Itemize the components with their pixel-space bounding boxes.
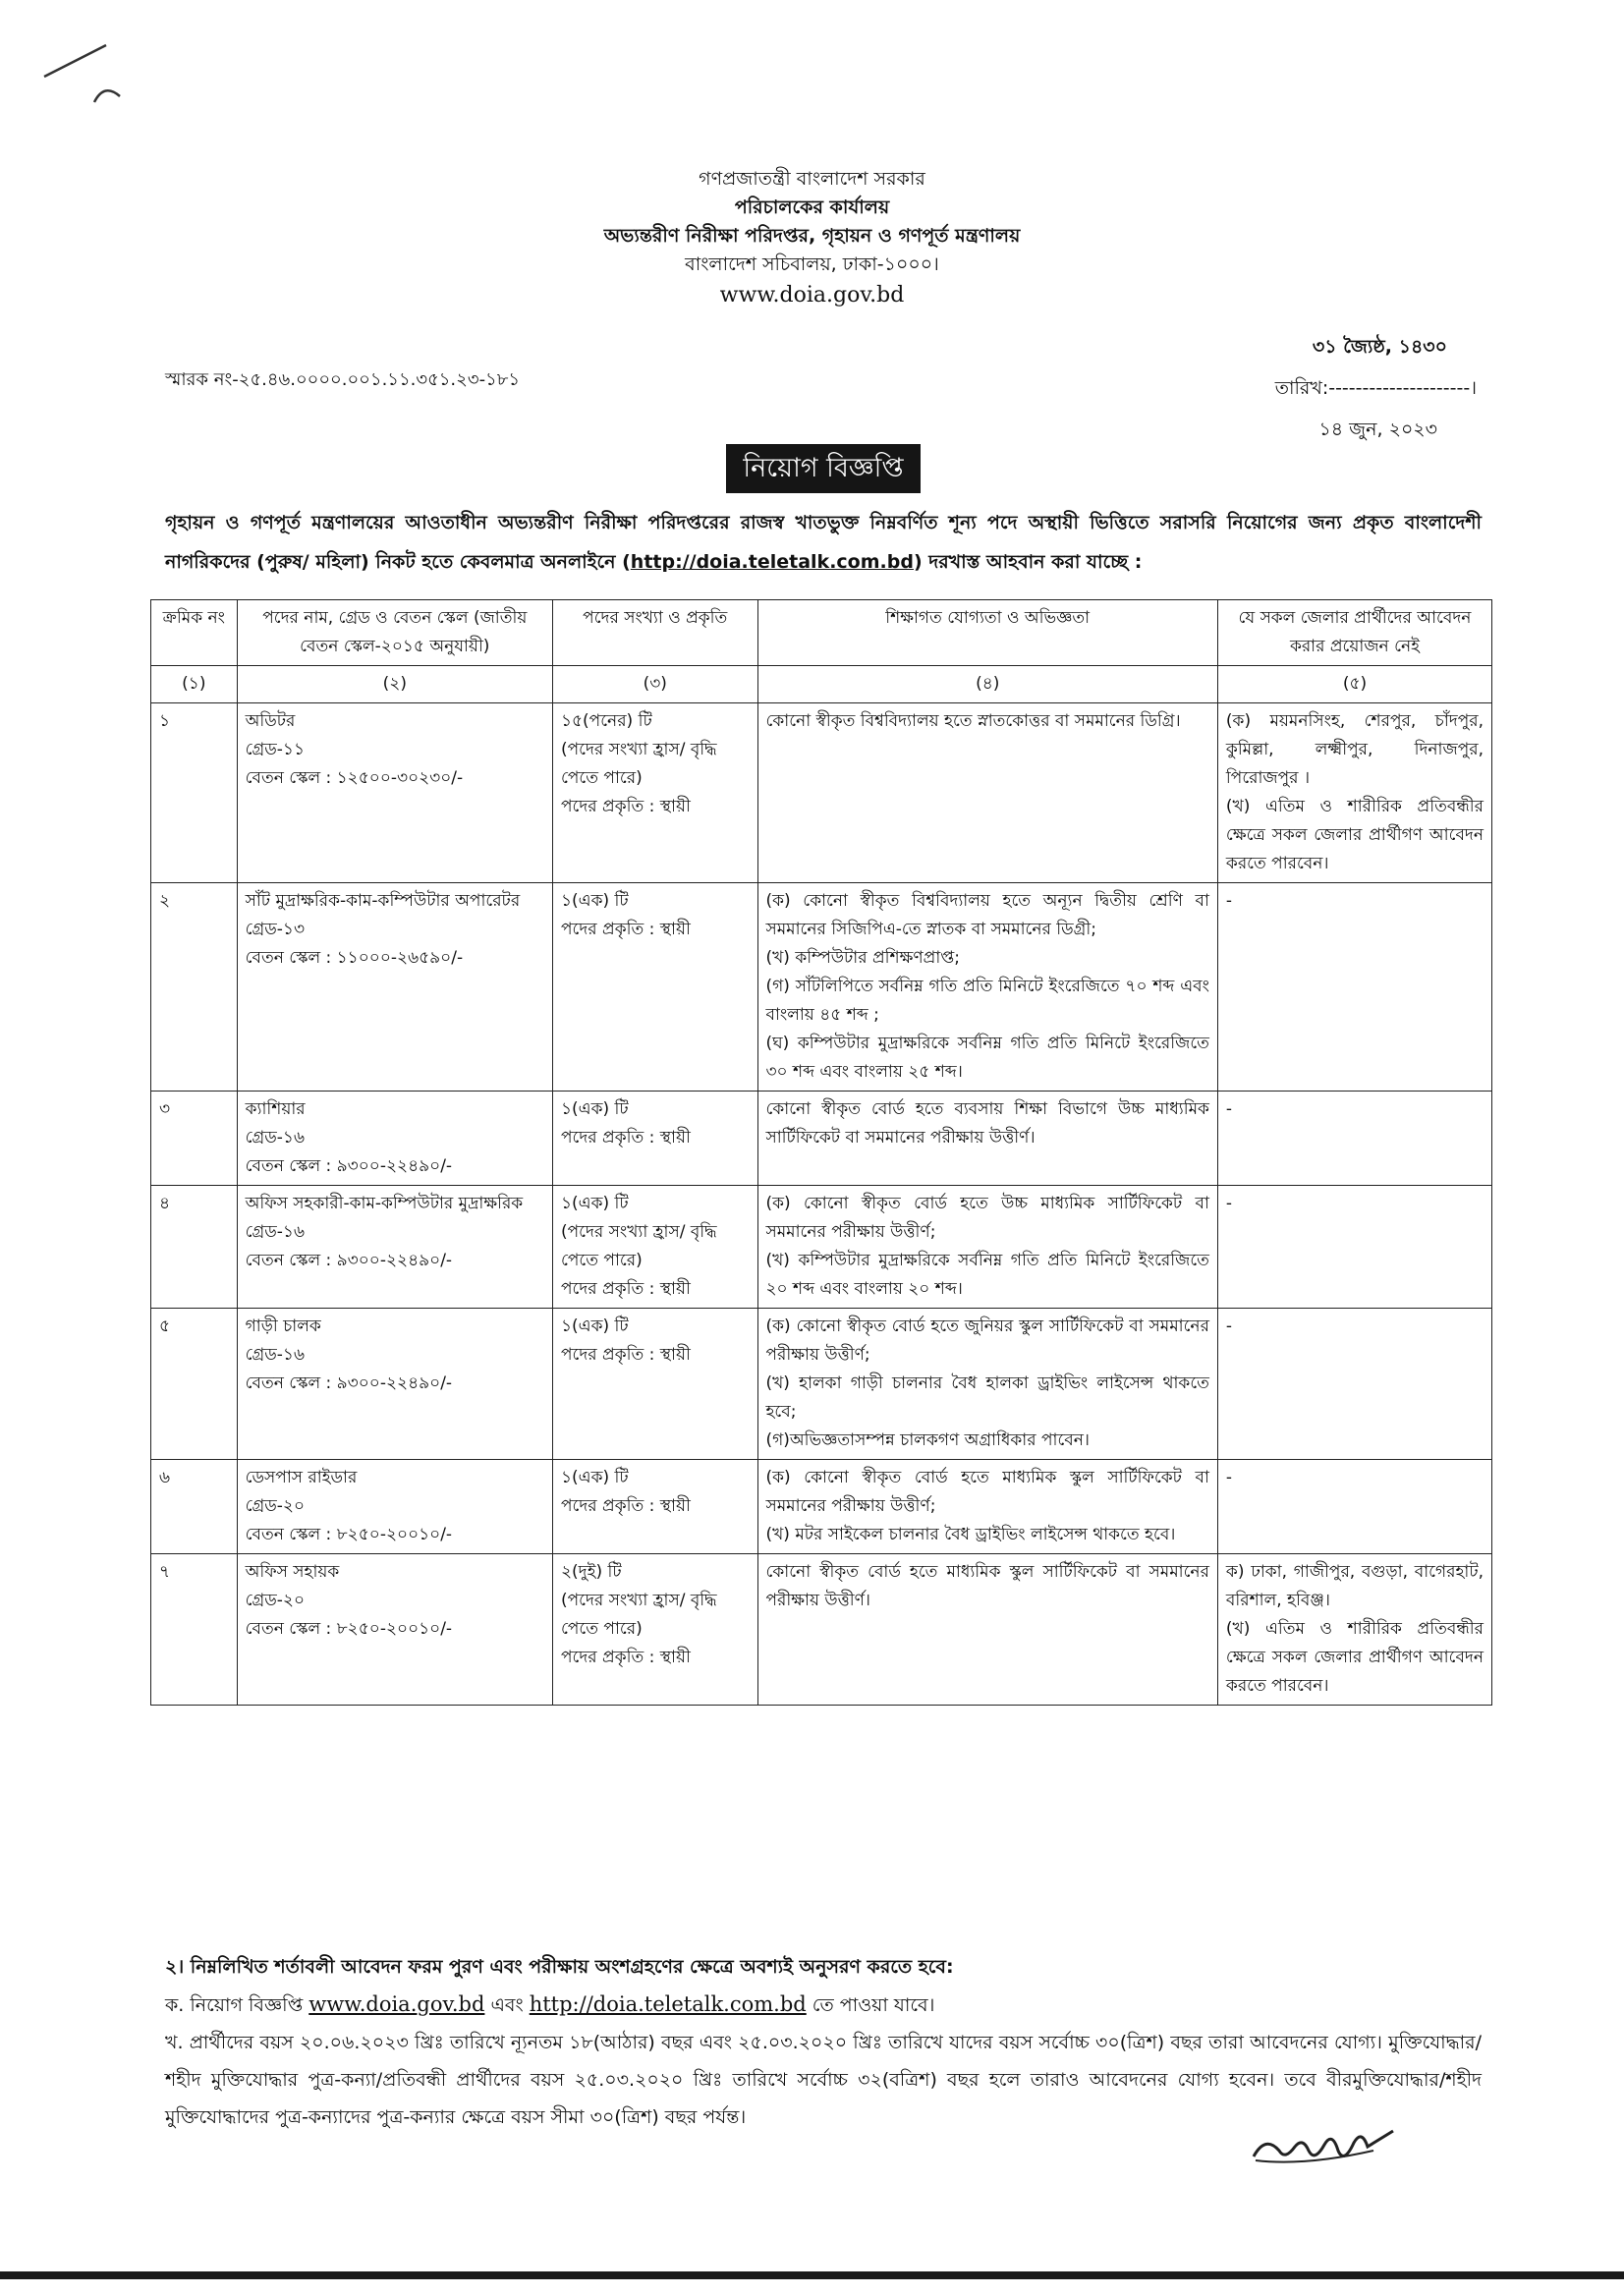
cell-qualification <box>757 1309 1217 1460</box>
cell-count <box>552 1092 757 1186</box>
pen-mark-icon <box>39 39 128 108</box>
cell-count-line: পদের প্রকৃতি : স্থায়ী <box>560 1648 691 1667</box>
signature-icon <box>1246 2117 1403 2176</box>
page-title: নিয়োগ বিজ্ঞপ্তি <box>726 444 921 493</box>
cell-count <box>552 1460 757 1554</box>
cell-post-line: বেতন স্কেল : ৯৩০০-২২৪৯০/- <box>245 1251 453 1270</box>
cell-post-line: বেতন স্কেল : ১১০০০-২৬৫৯০/- <box>245 948 464 968</box>
table-row <box>151 1554 1492 1706</box>
cell-count-line: ১(এক) টি <box>560 1194 629 1213</box>
cell-post <box>237 1460 552 1554</box>
cell-count <box>552 703 757 883</box>
header-serial: ক্রমিক নং <box>151 600 238 666</box>
cell-count <box>552 883 757 1092</box>
cell-count <box>552 1554 757 1706</box>
cell-count <box>552 1186 757 1309</box>
table-row <box>151 1186 1492 1309</box>
office-address: বাংলাদেশ সচিবালয়, ঢাকা-১০০০। <box>685 253 939 275</box>
cell-qualification-line: (ক) কোনো স্বীকৃত বোর্ড হতে জুনিয়র স্কুল সার্টিফিকেট বা সমমানের পরীক্ষায় উত্তীর্ণ; <box>765 1316 1209 1365</box>
cell-post <box>237 1092 552 1186</box>
cell-count-line: (পদের সংখ্যা হ্রাস/ বৃদ্ধি পেতে পারে) <box>560 1222 717 1270</box>
cell-qualification-line: (ক) কোনো স্বীকৃত বোর্ড হতে উচ্চ মাধ্যমিক সার্টিফিকেট বা সমমানের পরীক্ষায় উত্তীর্ণ; <box>765 1194 1209 1242</box>
cell-count-line: পদের প্রকৃতি : স্থায়ী <box>560 797 691 816</box>
cell-post-line: বেতন স্কেল : ১২৫০০-৩০২৩০/- <box>245 768 464 788</box>
cell-excluded-districts-line: - <box>1225 1099 1233 1119</box>
cell-post-line: বেতন স্কেল : ৯৩০০-২২৪৯০/- <box>245 1373 453 1393</box>
cell-post-line: অফিস সহায়ক <box>245 1562 340 1582</box>
cell-post <box>237 703 552 883</box>
cell-serial: ২ <box>151 883 238 1092</box>
cell-post-line: অফিস সহকারী-কাম-কম্পিউটার মুদ্রাক্ষরিক <box>245 1194 524 1213</box>
cell-qualification <box>757 1460 1217 1554</box>
cell-excluded-districts-line: - <box>1225 1468 1233 1487</box>
cell-qualification-line: (খ) হালকা গাড়ী চালনার বৈধ হালকা ড্রাইভিং লাইসেন্স থাকতে হবে; <box>765 1373 1209 1422</box>
column-number: (৩) <box>552 666 757 703</box>
cell-qualification-line: কোনো স্বীকৃত বোর্ড হতে মাধ্যমিক স্কুল সার্টিফিকেট বা সমমানের পরীক্ষায় উত্তীর্ণ। <box>765 1562 1209 1610</box>
condition-ka-mid: এবং <box>484 1994 530 2016</box>
column-number: (৫) <box>1217 666 1491 703</box>
cell-count-line: ১(এক) টি <box>560 1099 629 1119</box>
cell-qualification-line: কোনো স্বীকৃত বিশ্ববিদ্যালয় হতে স্নাতকোত্তর বা সমমানের ডিগ্রি। <box>765 711 1181 731</box>
cell-qualification <box>757 1554 1217 1706</box>
cell-count-line: ১(এক) টি <box>560 891 629 911</box>
cell-qualification-line: (গ)অভিজ্ঞতাসম্পন্ন চালকগণ অগ্রাধিকার পাবেন। <box>765 1430 1090 1450</box>
cell-post-line: অডিটর <box>245 711 296 731</box>
header-post: পদের নাম, গ্রেড ও বেতন স্কেল (জাতীয় বেতন স্কেল-২০১৫ অনুযায়ী) <box>237 600 552 666</box>
conditions-heading: ২। নিম্নলিখিত শর্তাবলী আবেদন ফরম পুরণ এবং পরীক্ষায় অংশগ্রহণের ক্ষেত্রে অবশ্যই অনুসরণ করতে হবে: <box>165 1956 954 1978</box>
cell-qualification-line: (ক) কোনো স্বীকৃত বোর্ড হতে মাধ্যমিক স্কুল সার্টিফিকেট বা সমমানের পরীক্ষায় উত্তীর্ণ; <box>765 1468 1209 1516</box>
cell-post-line: ডেসপাস রাইডার <box>245 1468 358 1487</box>
cell-post-line: বেতন স্কেল : ৮২৫০-২০০১০/- <box>245 1619 453 1639</box>
date-label: তারিখ:---------------------। <box>1274 377 1477 399</box>
teletalk-website-link[interactable]: http://doia.teletalk.com.bd <box>529 1992 807 2016</box>
cell-post-line: গ্রেড-১১ <box>245 740 305 759</box>
cell-qualification-line: (ক) কোনো স্বীকৃত বিশ্ববিদ্যালয় হতে অন্যূন দ্বিতীয় শ্রেণি বা সমমানের সিজিপিএ-তে স্নাতক বা সমমানের ডিগ্রী; <box>765 891 1209 939</box>
scan-edge-line <box>0 2271 1624 2279</box>
cell-serial: ১ <box>151 703 238 883</box>
table-body <box>151 703 1492 1706</box>
cell-excluded-districts-line: ক) ঢাকা, গাজীপুর, বগুড়া, বাগেরহাট, বরিশাল, হবিঞ্জ। <box>1225 1562 1484 1610</box>
cell-count-line: (পদের সংখ্যা হ্রাস/ বৃদ্ধি পেতে পারে) <box>560 1591 717 1639</box>
cell-post-line: ক্যাশিয়ার <box>245 1099 306 1119</box>
table-row <box>151 1460 1492 1554</box>
header-excluded-districts: যে সকল জেলার প্রার্থীদের আবেদন করার প্রয়োজন নেই <box>1217 600 1491 666</box>
cell-count-line: পদের প্রকৃতি : স্থায়ী <box>560 1345 691 1365</box>
date-block <box>1202 326 1477 450</box>
cell-count <box>552 1309 757 1460</box>
cell-count-line: পদের প্রকৃতি : স্থায়ী <box>560 1279 691 1299</box>
cell-excluded-districts-line: (খ) এতিম ও শারীরিক প্রতিবন্ধীর ক্ষেত্রে সকল জেলার প্রার্থীগণ আবেদন করতে পারবেন। <box>1225 1619 1484 1696</box>
cell-post-line: বেতন স্কেল : ৮২৫০-২০০১০/- <box>245 1525 453 1544</box>
cell-qualification-line: কোনো স্বীকৃত বোর্ড হতে ব্যবসায় শিক্ষা বিভাগে উচ্চ মাধ্যমিক সার্টিফিকেট বা সমমানের পরীক্ষায় উত্তীর্ণ। <box>765 1099 1209 1148</box>
conditions-section <box>165 1948 1482 2136</box>
memo-number: স্মারক নং-২৫.৪৬.০০০০.০০১.১১.৩৫১.২৩-১৮১ <box>165 369 521 390</box>
cell-post-line: সাঁট মুদ্রাক্ষরিক-কাম-কম্পিউটার অপারেটর <box>245 891 521 911</box>
cell-serial: ৬ <box>151 1460 238 1554</box>
table-row <box>151 1092 1492 1186</box>
cell-excluded-districts-line: (খ) এতিম ও শারীরিক প্রতিবন্ধীর ক্ষেত্রে সকল জেলার প্রার্থীগণ আবেদন করতে পারবেন। <box>1225 797 1484 873</box>
condition-ka-suffix: তে পাওয়া যাবে। <box>806 1994 935 2016</box>
cell-excluded-districts <box>1217 1554 1491 1706</box>
cell-qualification <box>757 883 1217 1092</box>
cell-qualification-line: (খ) কম্পিউটার প্রশিক্ষণপ্রাপ্ত; <box>765 948 960 968</box>
office-name: পরিচালকের কার্যালয় <box>734 196 890 218</box>
cell-count-line: ১(এক) টি <box>560 1468 629 1487</box>
table-row <box>151 1309 1492 1460</box>
cell-count-line: ১৫(পনের) টি <box>560 711 652 731</box>
cell-qualification-line: (ঘ) কম্পিউটার মুদ্রাক্ষরিকে সর্বনিম্ন গতি প্রতি মিনিটে ইংরেজিতে ৩০ শব্দ এবং বাংলায় ২৫ শব্দ। <box>765 1034 1209 1082</box>
date-english: ১৪ জুন, ২০২৩ <box>1318 419 1437 440</box>
date-bangla: ৩১ জ্যৈষ্ঠ, ১৪৩০ <box>1312 336 1447 358</box>
cell-excluded-districts-line: - <box>1225 1194 1233 1213</box>
cell-count-line: ২(দুই) টি <box>560 1562 622 1582</box>
cell-excluded-districts <box>1217 1186 1491 1309</box>
header-count: পদের সংখ্যা ও প্রকৃতি <box>552 600 757 666</box>
cell-count-line: (পদের সংখ্যা হ্রাস/ বৃদ্ধি পেতে পারে) <box>560 740 717 788</box>
cell-count-line: পদের প্রকৃতি : স্থায়ী <box>560 920 691 939</box>
cell-qualification <box>757 703 1217 883</box>
column-number: (৪) <box>757 666 1217 703</box>
condition-ka-prefix: ক. নিয়োগ বিজ্ঞপ্তি <box>165 1994 309 2016</box>
cell-excluded-districts <box>1217 1460 1491 1554</box>
intro-text-after: ) দরখাস্ত আহবান করা যাচ্ছে : <box>913 551 1143 573</box>
cell-qualification <box>757 1092 1217 1186</box>
cell-serial: ৩ <box>151 1092 238 1186</box>
condition-ka <box>165 1986 1482 2024</box>
column-number: (১) <box>151 666 238 703</box>
cell-excluded-districts <box>1217 1309 1491 1460</box>
cell-post-line: বেতন স্কেল : ৯৩০০-২২৪৯০/- <box>245 1156 453 1176</box>
cell-excluded-districts <box>1217 883 1491 1092</box>
column-number-row <box>151 666 1492 703</box>
cell-count-line: পদের প্রকৃতি : স্থায়ী <box>560 1128 691 1148</box>
cell-serial: ৫ <box>151 1309 238 1460</box>
vacancy-table <box>150 599 1492 1706</box>
cell-qualification-line: (খ) কম্পিউটার মুদ্রাক্ষরিকে সর্বনিম্ন গতি প্রতি মিনিটে ইংরেজিতে ২০ শব্দ এবং বাংলায় ২০ শব্দ। <box>765 1251 1209 1299</box>
header-qualification: শিক্ষাগত যোগ্যতা ও অভিজ্ঞতা <box>757 600 1217 666</box>
teletalk-link[interactable]: http://doia.teletalk.com.bd <box>630 551 914 573</box>
cell-post-line: গ্রেড-১৬ <box>245 1222 306 1242</box>
doia-website-link[interactable]: www.doia.gov.bd <box>308 1992 485 2016</box>
cell-post-line: গ্রেড-১৬ <box>245 1128 306 1148</box>
cell-post <box>237 1309 552 1460</box>
department-name: অভ্যন্তরীণ নিরীক্ষা পরিদপ্তর, গৃহায়ন ও গণপূর্ত মন্ত্রণালয় <box>603 225 1021 247</box>
cell-excluded-districts <box>1217 703 1491 883</box>
cell-excluded-districts-line: - <box>1225 891 1233 911</box>
cell-post-line: গ্রেড-২০ <box>245 1591 306 1610</box>
condition-kha: খ. প্রার্থীদের বয়স ২০.০৬.২০২৩ খ্রিঃ তারিখে ন্যূনতম ১৮(আঠার) বছর এবং ২৫.০৩.২০২০ খ্রিঃ তারিখে যাদের বয়স সর্বোচ্চ ৩০(ত্রিশ) বছর তারা আবেদনের যোগ্য। মুক্তিযোদ্ধার/শহীদ মুক্তিযোদ্ধার পুত্র-কন্যা/প্রতিবন্ধী প্রার্থীদের বয়স ২৫.০৩.২০২০ খ্রিঃ তারিখে সর্বোচ্চ ৩২(বত্রিশ) বছর হলে তারাও আবেদনের যোগ্য হবেন। তবে বীরমুক্তিযোদ্ধার/শহীদ মুক্তিযোদ্ধাদের পুত্র-কন্যাদের পুত্র-কন্যার ক্ষেত্রে বয়স সীমা ৩০(ত্রিশ) বছর পর্যন্ত। <box>165 2032 1482 2128</box>
cell-post <box>237 1186 552 1309</box>
cell-excluded-districts <box>1217 1092 1491 1186</box>
cell-post-line: গ্রেড-২০ <box>245 1496 306 1516</box>
letterhead <box>0 165 1624 312</box>
website-link[interactable]: www.doia.gov.bd <box>719 283 905 308</box>
cell-post-line: গ্রেড-১৬ <box>245 1345 306 1365</box>
cell-qualification-line: (খ) মটর সাইকেল চালনার বৈধ ড্রাইভিং লাইসেন্স থাকতে হবে। <box>765 1525 1176 1544</box>
cell-post-line: গ্রেড-১৩ <box>245 920 306 939</box>
cell-serial: ৭ <box>151 1554 238 1706</box>
intro-text-before: গৃহায়ন ও গণপূর্ত মন্ত্রণালয়ের আওতাধীন অভ্যন্তরীণ নিরীক্ষা পরিদপ্তরের রাজস্ব খাতভুক্ত নিম্নবর্ণিত শূন্য পদে অস্থায়ী ভিত্তিতে সরাসরি নিয়োগের জন্য প্রকৃত বাংলাদেশী নাগরিকদের (পুরুষ/ মহিলা) নিকট হতে কেবলমাত্র অনলাইনে ( <box>165 512 1482 573</box>
cell-serial: ৪ <box>151 1186 238 1309</box>
cell-count-line: ১(এক) টি <box>560 1316 629 1336</box>
cell-post <box>237 883 552 1092</box>
cell-qualification <box>757 1186 1217 1309</box>
cell-excluded-districts-line: (ক) ময়মনসিংহ, শেরপুর, চাঁদপুর, কুমিল্লা, লক্ষ্মীপুর, দিনাজপুর, পিরোজপুর । <box>1225 711 1484 788</box>
government-name: গণপ্রজাতন্ত্রী বাংলাদেশ সরকার <box>699 168 925 190</box>
cell-count-line: পদের প্রকৃতি : স্থায়ী <box>560 1496 691 1516</box>
table-row <box>151 703 1492 883</box>
cell-post-line: গাড়ী চালক <box>245 1316 321 1336</box>
table-row <box>151 883 1492 1092</box>
cell-post <box>237 1554 552 1706</box>
table-header-row <box>151 600 1492 666</box>
column-number: (২) <box>237 666 552 703</box>
cell-qualification-line: (গ) সাঁটলিপিতে সর্বনিম্ন গতি প্রতি মিনিটে ইংরেজিতে ৭০ শব্দ এবং বাংলায় ৪৫ শব্দ ; <box>765 977 1209 1025</box>
cell-excluded-districts-line: - <box>1225 1316 1233 1336</box>
intro-paragraph <box>165 503 1482 582</box>
